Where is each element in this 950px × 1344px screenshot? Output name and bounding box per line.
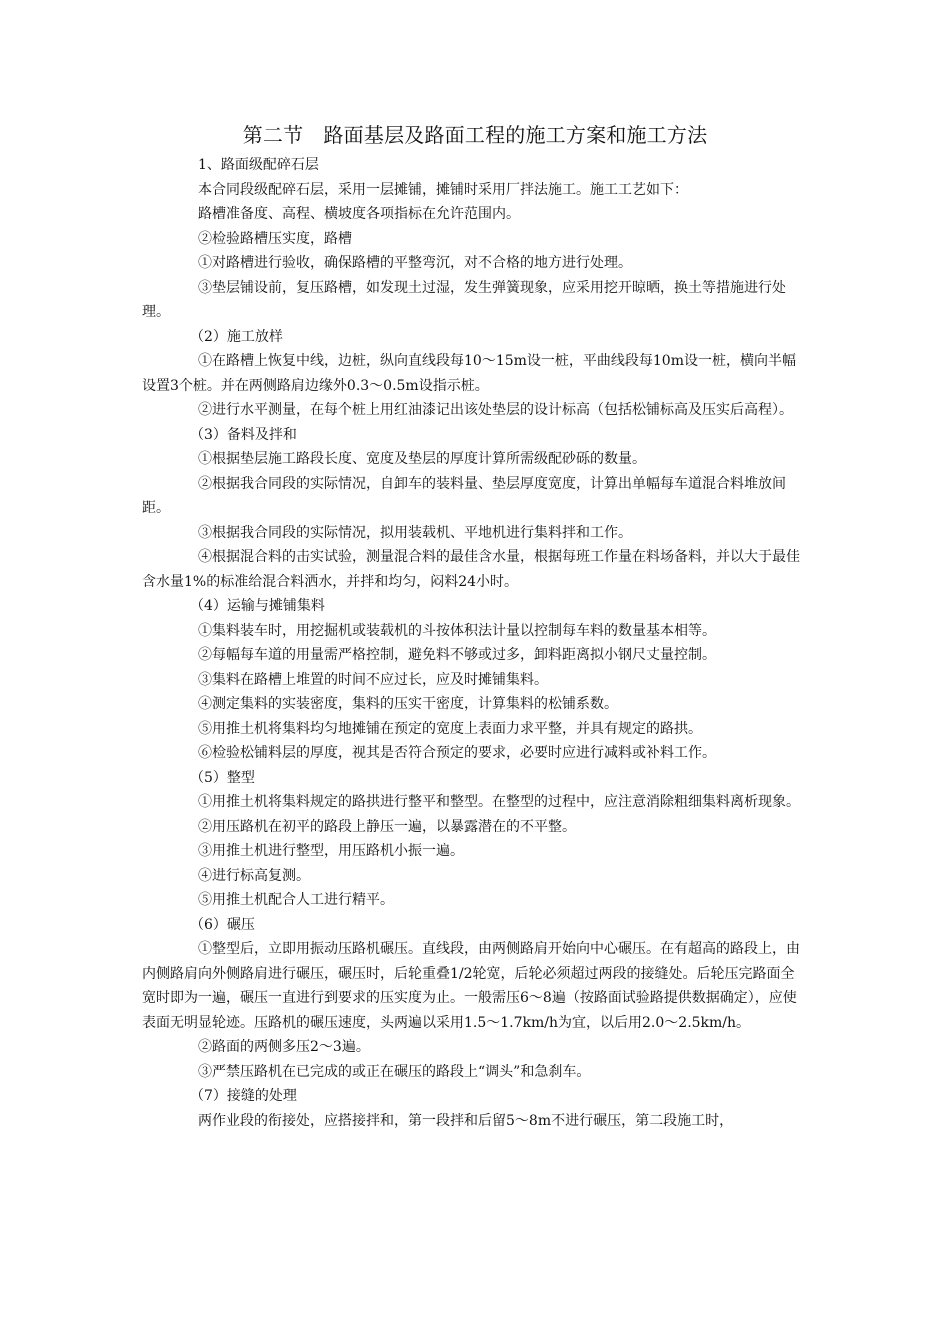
paragraph: （4）运输与摊铺集料 [190, 598, 325, 614]
paragraph: ②进行水平测量，在每个桩上用红油漆记出该处垫层的设计标高（包括松铺标高及压实后高程）。 [198, 402, 793, 418]
paragraph: ③严禁压路机在已完成的或正在碾压的路段上“调头”和急刹车。 [198, 1063, 591, 1080]
paragraph: ④进行标高复测。 [198, 867, 310, 884]
section-title: 第二节 路面基层及路面工程的施工方案和施工方法 [242, 123, 708, 147]
paragraph: ①在路槽上恢复中线，边桩，纵向直线段每10～15m设一桩，平曲线段每10m设一桩，横向半幅设置3个桩。并在两侧路肩边缘外0.3～0.5m设指示桩。 [142, 353, 796, 394]
paragraph: （7）接缝的处理 [190, 1088, 297, 1104]
paragraph: ⑥检验松铺料层的厚度，视其是否符合预定的要求，必要时应进行减料或补料工作。 [198, 745, 716, 761]
paragraph: ③根据我合同段的实际情况，拟用装载机、平地机进行集料拌和工作。 [198, 524, 632, 541]
paragraph: ③用推土机进行整型，用压路机小振一遍。 [198, 843, 464, 859]
paragraph: 两作业段的衔接处，应搭接拌和，第一段拌和后留5～8m不进行碾压，第二段施工时， [198, 1112, 734, 1129]
paragraph: 1、路面级配碎石层 [198, 157, 319, 173]
paragraph: ②每幅每车道的用量需严格控制，避免料不够或过多，卸料距离拟小钢尺丈量控制。 [198, 647, 716, 663]
paragraph: ①根据垫层施工路段长度、宽度及垫层的厚度计算所需级配砂砾的数量。 [198, 451, 646, 467]
paragraph: ⑤用推土机配合人工进行精平。 [198, 892, 394, 908]
paragraph: ①用推土机将集料规定的路拱进行整平和整型。在整型的过程中，应注意消除粗细集料离析现象。 [198, 794, 800, 810]
paragraph: ④根据混合料的击实试验，测量混合料的最佳含水量，根据每班工作量在料场备料，并以大于最佳含水量1%的标准给混合料洒水，并拌和均匀，闷料24小时。 [142, 549, 800, 590]
paragraph: 路槽准备度、高程、横坡度各项指标在允许范围内。 [198, 206, 520, 222]
paragraph: 本合同段级配碎石层，采用一层摊铺，摊铺时采用厂拌法施工。施工工艺如下： [198, 181, 688, 198]
paragraph: （5）整型 [190, 769, 255, 786]
paragraph: ②路面的两侧多压2～3遍。 [198, 1039, 370, 1055]
paragraph: （2）施工放样 [190, 328, 283, 345]
paragraph: ②检验路槽压实度，路槽 [198, 230, 352, 247]
paragraph: ②根据我合同段的实际情况，自卸车的装料量、垫层厚度宽度，计算出单幅每车道混合料堆放间距。 [142, 475, 786, 516]
paragraph: （6）碾压 [190, 916, 255, 933]
paragraph: ③集料在路槽上堆置的时间不应过长，应及时摊铺集料。 [198, 671, 548, 688]
paragraph: ①整型后，立即用振动压路机碾压。直线段，由两侧路肩开始向中心碾压。在有超高的路段上，由内侧路肩向外侧路肩进行碾压，碾压时，后轮重叠1/2轮宽，后轮必须超过两段的接缝处。后轮压完路面全宽时即为一遍，碾压一直进行到要求的压实度为止。一般需压6～8遍（按路面试验路提供数据确定），应使表面无明显轮迹。压路机的碾压速度，头两遍以采用1.5～1.7km/h为宜，以后用2.0～2.5km/h。 [142, 941, 800, 1031]
paragraph: ④测定集料的实装密度，集料的压实干密度，计算集料的松铺系数。 [198, 696, 618, 712]
paragraph: ①集料装车时，用挖掘机或装载机的斗按体积法计量以控制每车料的数量基本相等。 [198, 622, 716, 639]
paragraph: ③垫层铺设前，复压路槽，如发现土过湿，发生弹簧现象，应采用挖开晾晒，换土等措施进行处理。 [142, 279, 786, 320]
body-text [142, 153, 808, 1133]
paragraph: （3）备料及拌和 [190, 426, 297, 443]
paragraph: ②用压路机在初平的路段上静压一遍，以暴露潜在的不平整。 [198, 818, 576, 835]
paragraph: ⑤用推土机将集料均匀地摊铺在预定的宽度上表面力求平整，并具有规定的路拱。 [198, 720, 702, 737]
paragraph: ①对路槽进行验收，确保路槽的平整弯沉，对不合格的地方进行处理。 [198, 255, 632, 271]
